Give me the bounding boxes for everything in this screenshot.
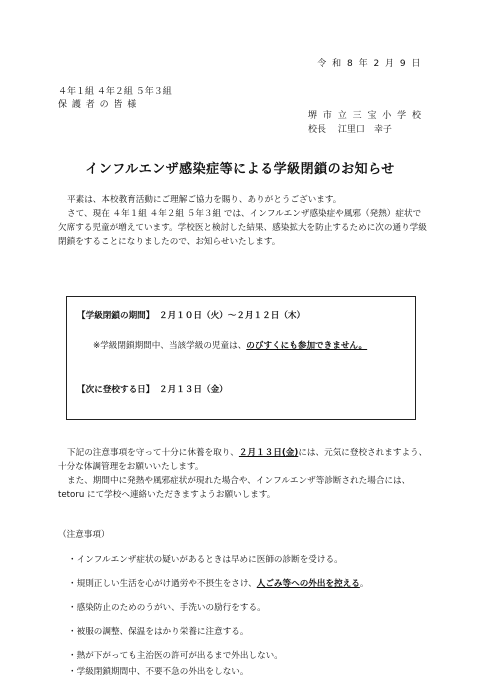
recipient-classes: ４年１組 ４年２組 ５年３組	[58, 87, 172, 97]
closure-notice	[93, 339, 367, 351]
note-item-6: ・学級閉鎖期間中、不要不急の外出をしない。	[68, 667, 249, 677]
body-paragraph-1	[58, 446, 428, 474]
closure-period-value: ２月１０日（火）～２月１２日（木）	[159, 311, 306, 321]
closure-info-box	[66, 296, 416, 420]
document-date: 令 和 8 年 2 月 9 日	[317, 59, 422, 69]
note-item-5: ・熱が下がっても主治医の許可が出るまで外出しない。	[68, 651, 283, 661]
notes-heading: （注意事項）	[58, 530, 110, 540]
note-item-2-emphasis: 人ごみ等への外出を控える	[256, 579, 360, 589]
closure-period-label: 【学級閉鎖の期間】	[77, 311, 155, 321]
note-item-2-end: 。	[359, 579, 369, 589]
sender-school: 堺 市 立 三 宝 小 学 校	[308, 111, 423, 121]
return-date-value: ２月１３日（金）	[159, 385, 228, 395]
note-item-1: ・インフルエンザ症状の疑いがあるときは早めに医師の診断を受ける。	[68, 555, 343, 565]
note-item-2	[68, 577, 368, 589]
body-paragraph-2: また、期間中に発熱や風邪症状が現れた場合や、インフルエンザ等診断された場合には、tetoru にて学校へ連絡いただきますようお願いします。	[58, 476, 411, 500]
recipient-guardians: 保 護 者 の 皆 様	[58, 100, 138, 110]
body-p1-start: 下記の注意事項を守って十分に休養を取り、	[67, 448, 239, 458]
intro-line-2: さて、現在 ４年１組 ４年２組 ５年３組 では、インフルエンザ感染症や風邪（発熱）症状で欠席する児童が増えています。学校医と検討した結果、感染拡大を防止するために次の通り学級閉鎖をすることになりましたので、お知らせいたします。	[58, 209, 427, 247]
closure-notice-prefix: ※学級閉鎖期間中、当該学級の児童は、	[93, 341, 247, 351]
body-p1-emphasis: ２月１３日(金)	[238, 448, 299, 458]
closure-notice-emphasis: のびすくにも参加できません。	[246, 341, 368, 351]
page-title: インフルエンザ感染症等による学級閉鎖のお知らせ	[85, 162, 395, 177]
note-item-4: ・被服の調整、保温をはかり栄養に注意する。	[68, 627, 249, 637]
note-item-3: ・感染防止のためのうがい、手洗いの励行をする。	[68, 603, 266, 613]
return-date-label: 【次に登校する日】	[77, 385, 155, 395]
intro-line-1: 平素は、本校教育活動にご理解ご協力を賜り、ありがとうございます。	[67, 195, 342, 205]
sender-principal: 校長 江里口 幸子	[308, 125, 392, 135]
note-item-2-text: ・規則正しい生活を心がけ過労や不摂生をさけ、	[68, 579, 257, 589]
body-p1-end: には、元気に登校されますよう、十分な体調管理をお願いいたします。	[58, 448, 428, 472]
